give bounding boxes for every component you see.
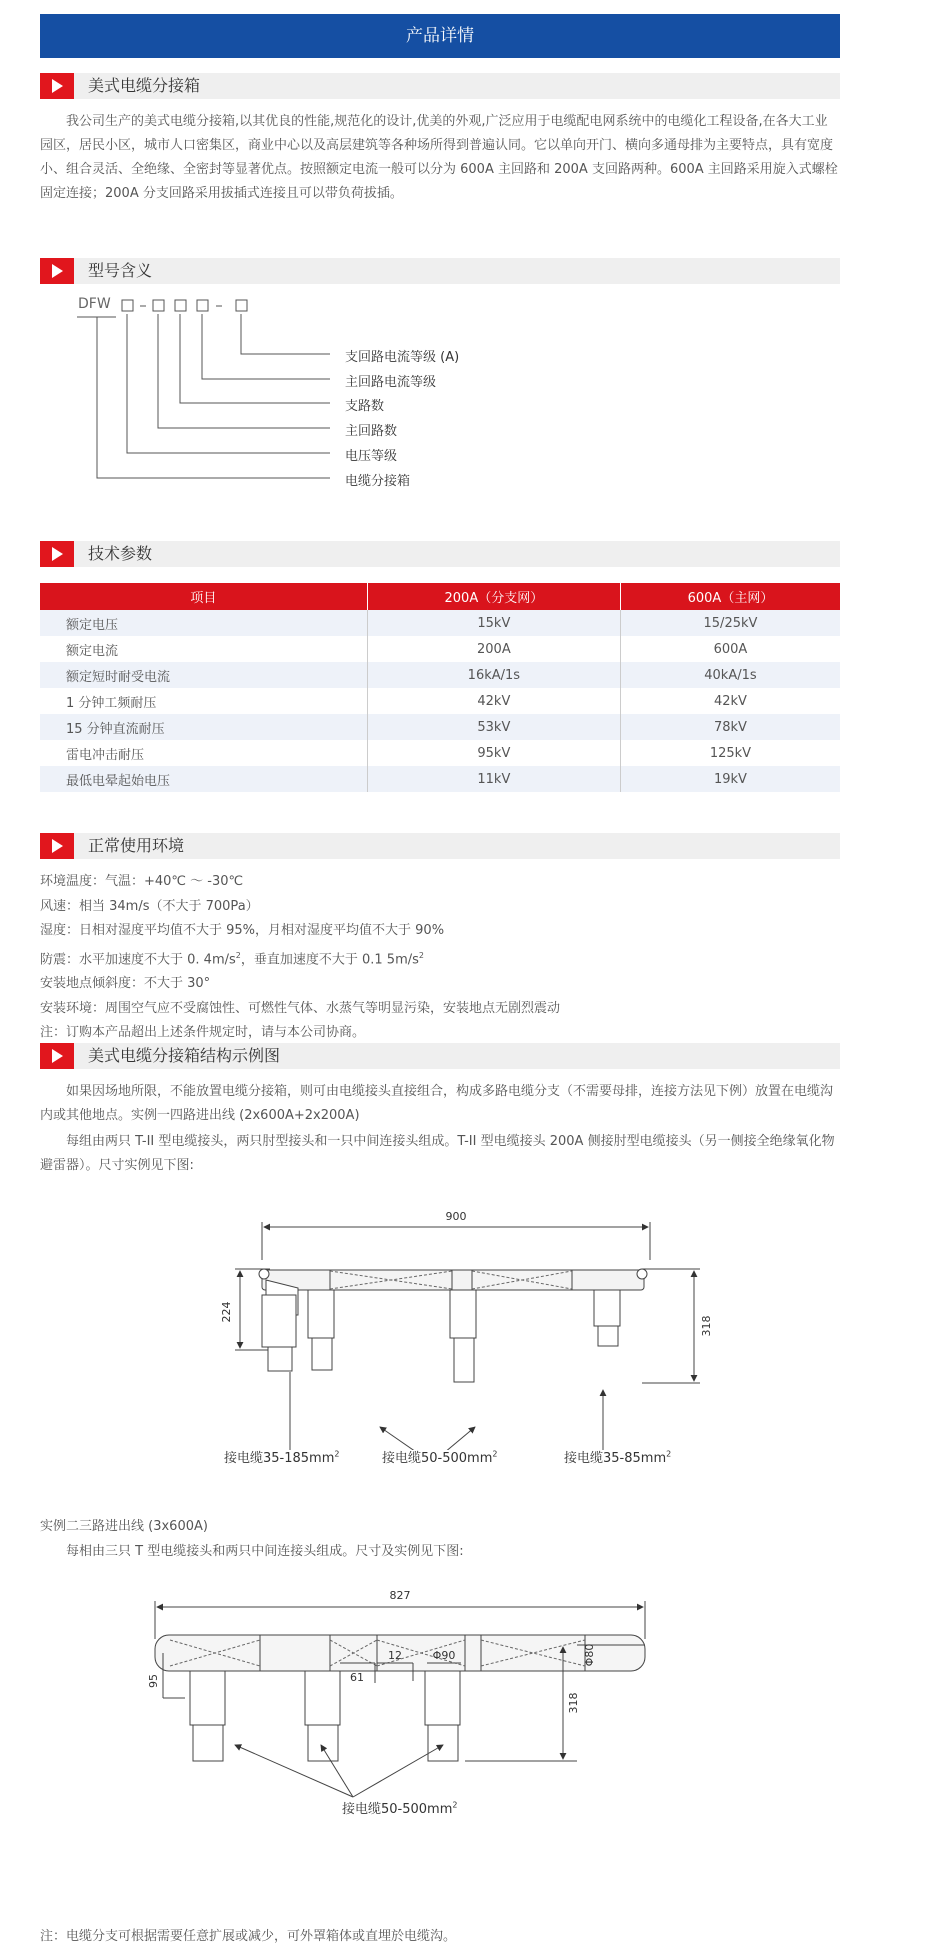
env-line-quake: 防震：水平加速度不大于 0. $4m/s^2$，垂直加速度不大于 0.1 $5m/s^2$ xyxy=(40,950,424,967)
dim-12: 12 xyxy=(388,1649,402,1662)
example-paragraph-1: 如果因场地所限，不能放置电缆分接箱，则可由电缆接头直接组合，构成多路电缆分支（不需要母排，连接方法见下例）放置在电缆沟内或其他地点。实例一四路进出线 (2x600A+2x200A) xyxy=(40,1084,834,1123)
env-line: 湿度：日相对湿度平均值不大于 95%，月相对湿度平均值不大于 90% xyxy=(40,923,445,938)
play-icon xyxy=(40,258,74,284)
dim-width: 900 xyxy=(445,1210,467,1223)
model-diagram xyxy=(40,290,480,490)
th-item: 项目 xyxy=(40,583,367,610)
example-2-title: 实例二三路进出线 (3x600A) xyxy=(40,1519,208,1534)
env-line: 安装地点倾斜度：不大于 30° xyxy=(40,976,211,992)
section-title: 美式电缆分接箱 xyxy=(88,76,201,95)
env-line: 风速：相当 34m/s（不大于 700Pa） xyxy=(40,898,259,914)
section-header-product xyxy=(40,73,840,99)
model-legend-2: 主回路电流等级 xyxy=(345,375,437,390)
param-name: 额定短时耐受电流 xyxy=(40,662,367,688)
env-line: 安装环境：周围空气应不受腐蚀性、可燃性气体、水蒸气等明显污染，安装地点无剧烈震动 xyxy=(40,1000,561,1016)
dim-h-2: 318 xyxy=(567,1692,580,1714)
intro-paragraph: 我公司生产的美式电缆分接箱,以其优良的性能,规范化的设计,优美的外观,广泛应用于电缆配电网系统中的电缆化工程设备,在各大工业园区，居民小区，城市人口密集区，商业中心以及高层建筑等各种场所得到普遍认同。它以单向开门、横向多通母排为主要特点，具有宽度小、组合灵活、全绝缘、全密封等显著优点。按照额定电流一般可以分为 600A 主回路和 200A 支回路两种。600A 主回路采用旋入式螺栓固定连接；200A 分支回路采用拔插式连接且可以带负荷拔插。 xyxy=(40,114,838,201)
table-header-row xyxy=(40,583,840,610)
model-prefix: DFW xyxy=(78,296,111,312)
dim-phi90: Φ90 xyxy=(432,1649,456,1662)
table-row xyxy=(40,662,840,688)
table-row xyxy=(40,766,840,792)
section-title: 正常使用环境 xyxy=(88,836,185,855)
param-name: 15 分钟直流耐压 xyxy=(40,714,367,740)
dim-width-2: 827 xyxy=(389,1589,411,1602)
play-icon xyxy=(40,541,74,567)
table-row xyxy=(40,688,840,714)
section-header-model xyxy=(40,258,840,284)
diagram-four-way xyxy=(210,1200,730,1450)
play-icon xyxy=(40,833,74,859)
model-legend-3: 支路数 xyxy=(345,399,385,414)
value-200a: 16kA/1s xyxy=(367,662,620,688)
dim-h2: 318 xyxy=(700,1315,713,1337)
value-600a: 600A xyxy=(620,636,840,662)
value-200a: 53kV xyxy=(367,714,620,740)
value-200a: 11kV xyxy=(367,766,620,792)
param-name: 雷电冲击耐压 xyxy=(40,740,367,766)
env-line: 环境温度：气温：+40℃ ～ -30℃ xyxy=(40,874,244,889)
footer-note: 注：电缆分支可根据需要任意扩展或减少，可外罩箱体或直埋於电缆沟。 xyxy=(40,1929,457,1944)
env-list xyxy=(40,870,560,1046)
dim-h1: 224 xyxy=(220,1301,233,1323)
section-header-example xyxy=(40,1043,840,1069)
section-title: 型号含义 xyxy=(88,261,153,280)
page-banner: 产品详情 xyxy=(40,14,840,58)
th-200a: 200A（分支网） xyxy=(367,583,620,610)
value-200a: 42kV xyxy=(367,688,620,714)
param-name: 额定电流 xyxy=(40,636,367,662)
model-legend-5: 电压等级 xyxy=(345,449,398,464)
section-header-env xyxy=(40,833,840,859)
section-title: 美式电缆分接箱结构示例图 xyxy=(88,1046,281,1065)
model-legend-4: 主回路数 xyxy=(345,424,398,439)
example-2-text: 每相由三只 T 型电缆接头和两只中间连接头组成。尺寸及实例见下图: xyxy=(66,1544,464,1559)
value-600a: 19kV xyxy=(620,766,840,792)
value-600a: 42kV xyxy=(620,688,840,714)
value-600a: 125kV xyxy=(620,740,840,766)
table-row xyxy=(40,714,840,740)
example-paragraph-2: 每组由两只 T-II 型电缆接头，两只肘型接头和一只中间连接头组成。T-II 型电缆接头 200A 侧接肘型电缆接头（另一侧接全绝缘氧化物避雷器）。尺寸实例见下图: xyxy=(40,1134,835,1173)
th-600a: 600A（主网） xyxy=(620,583,840,610)
value-600a: 40kA/1s xyxy=(620,662,840,688)
diagram-three-way xyxy=(145,1585,735,1865)
value-600a: 78kV xyxy=(620,714,840,740)
value-200a: 95kV xyxy=(367,740,620,766)
section-header-tech xyxy=(40,541,840,567)
dim-phi80: Φ80 xyxy=(583,1643,596,1667)
cable-label-2: 接电缆$50-500mm^2$ xyxy=(382,1449,498,1466)
model-legend-1: 支回路电流等级 (A) xyxy=(345,350,460,365)
dim-61: 61 xyxy=(350,1671,364,1684)
value-200a: 200A xyxy=(367,636,620,662)
param-name: 最低电晕起始电压 xyxy=(40,766,367,792)
table-row xyxy=(40,636,840,662)
param-name: 额定电压 xyxy=(40,610,367,636)
value-200a: 15kV xyxy=(367,610,620,636)
play-icon xyxy=(40,1043,74,1069)
table-row xyxy=(40,610,840,636)
cable-label-1: 接电缆$35-185mm^2$ xyxy=(224,1449,340,1466)
table-row xyxy=(40,740,840,766)
value-600a: 15/25kV xyxy=(620,610,840,636)
cable-label-3: 接电缆$35-85mm^2$ xyxy=(564,1449,672,1466)
play-icon xyxy=(40,73,74,99)
tech-table xyxy=(40,583,840,792)
env-line: 注：订购本产品超出上述条件规定时，请与本公司协商。 xyxy=(40,1025,366,1041)
dim-95: 95 xyxy=(147,1674,160,1688)
cable-label-ex2: 接电缆$50-500mm^2$ xyxy=(342,1800,458,1817)
section-title: 技术参数 xyxy=(88,544,153,563)
param-name: 1 分钟工频耐压 xyxy=(40,688,367,714)
model-legend-6: 电缆分接箱 xyxy=(345,474,411,489)
